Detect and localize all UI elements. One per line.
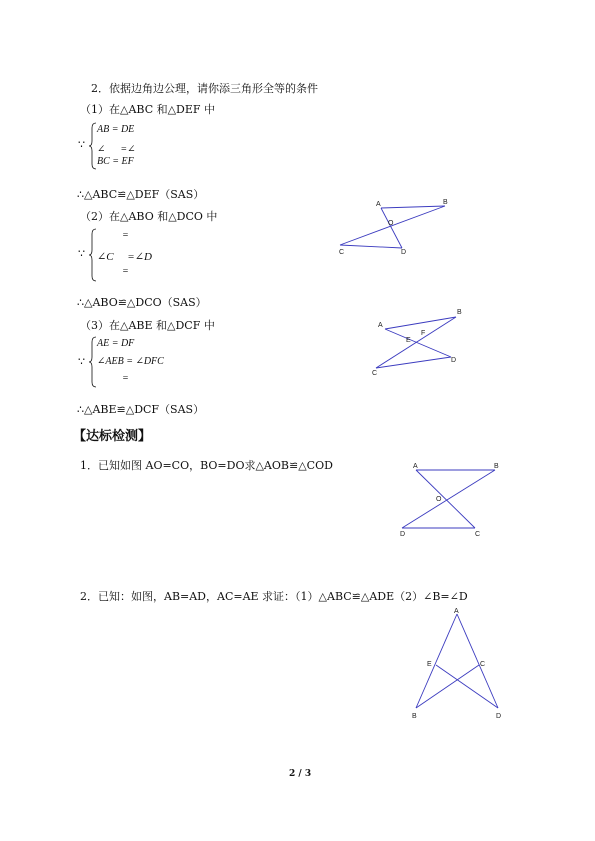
- segment-ab: [381, 206, 445, 208]
- point-label-b: B: [494, 463, 499, 470]
- condition-line-2: ∠ =∠: [97, 144, 136, 155]
- segment-ad: [381, 208, 402, 248]
- point-label-c: C: [480, 661, 486, 668]
- point-label-a: A: [413, 463, 418, 470]
- part3-conclusion: ∴△ABE≌△DCF（SAS）: [77, 403, 205, 416]
- figure-aob-cod: [395, 458, 507, 540]
- condition-line-3: =: [122, 266, 129, 277]
- point-label-d: D: [401, 249, 407, 256]
- part2-intro: （2）在△ABO 和△DCO 中: [80, 210, 218, 223]
- section-heading: 【达标检测】: [73, 429, 152, 444]
- figure-abo-dco: [330, 195, 460, 260]
- because-symbol: ∵: [78, 355, 85, 368]
- segment-cd: [376, 357, 451, 368]
- condition-line-2: ∠C =∠D: [97, 251, 152, 263]
- figure-abe-dcf: [370, 305, 480, 380]
- question-1: 1．已知如图 AO=CO，BO=DO求△AOB≌△COD: [80, 459, 333, 472]
- point-label-f: F: [421, 330, 426, 337]
- segment-ab: [385, 317, 456, 329]
- point-label-d: D: [400, 531, 406, 538]
- point-label-o: O: [388, 220, 394, 227]
- condition-line-1: AB = DE: [97, 124, 135, 135]
- because-symbol: ∵: [78, 138, 85, 151]
- segment-bd: [402, 470, 495, 528]
- point-label-b: B: [443, 199, 448, 206]
- point-label-d: D: [451, 357, 457, 364]
- condition-line-3: BC = EF: [97, 156, 134, 167]
- part1-conclusion: ∴△ABC≌△DEF（SAS）: [77, 188, 205, 201]
- point-label-c: C: [372, 370, 378, 377]
- page-number: 2 / 3: [289, 769, 312, 779]
- condition-line-1: AE = DF: [97, 338, 135, 349]
- point-label-o: O: [436, 496, 442, 503]
- segment-cd: [340, 245, 402, 248]
- point-label-c: C: [475, 531, 481, 538]
- point-label-b: B: [412, 713, 417, 720]
- condition-line-1: =: [122, 230, 129, 241]
- point-label-e: E: [406, 337, 411, 344]
- figure-abc-ade: [405, 604, 510, 722]
- point-label-e: E: [427, 661, 432, 668]
- condition-line-3: =: [122, 373, 129, 384]
- point-label-a: A: [378, 322, 383, 329]
- segment-ad: [385, 329, 451, 357]
- point-label-d: D: [496, 713, 502, 720]
- part2-conclusion: ∴△ABO≌△DCO（SAS）: [77, 296, 207, 309]
- point-label-a: A: [454, 608, 459, 615]
- point-label-a: A: [376, 201, 381, 208]
- condition-line-2: ∠AEB = ∠DFC: [97, 356, 164, 367]
- question-2: 2．已知：如图，AB=AD，AC=AE 求证：（1）△ABC≌△ADE（2）∠B=∠D: [80, 590, 468, 603]
- part1-intro: （1）在△ABC 和△DEF 中: [80, 103, 216, 116]
- segment-bc: [376, 317, 456, 368]
- part3-intro: （3）在△ABE 和△DCF 中: [80, 319, 215, 332]
- point-label-b: B: [457, 309, 462, 316]
- segment-ac: [416, 470, 475, 528]
- section-title: 2．依据边角边公理，请你添三角形全等的条件: [91, 82, 318, 95]
- because-symbol: ∵: [78, 247, 85, 260]
- point-label-c: C: [339, 249, 345, 256]
